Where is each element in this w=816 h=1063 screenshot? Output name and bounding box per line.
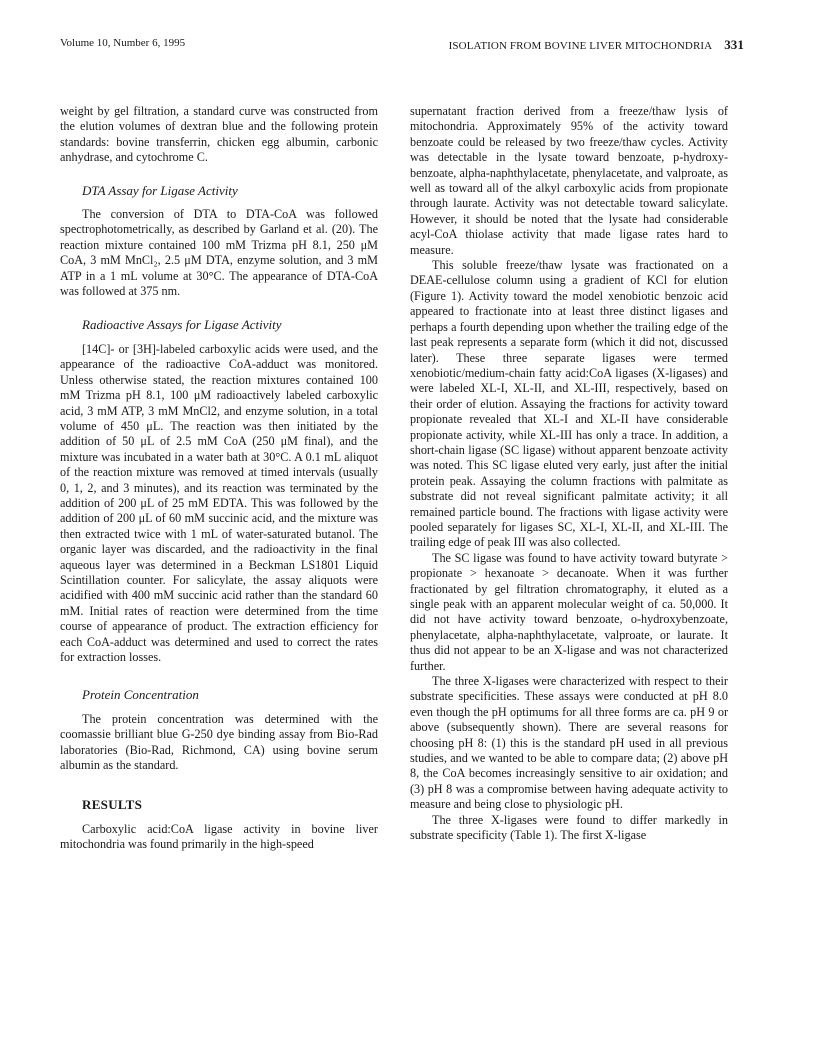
journal-volume: Volume 10, Number 6, 1995: [60, 37, 186, 49]
results-paragraph: Carboxylic acid:CoA ligase activity in bovine liver mitochondria was found primarily in the high-speed: [60, 821, 378, 852]
right-paragraph-4: The three X-ligases were characterized with respect to their substrate specificities. These assays were conducted at pH 8.0 even though the pH optimums for all three forms are ca. pH 9 or above (subsequently shown). There are several reasons for choosing pH 8: (1) this is the standard pH used in all previous studies, and we wanted to be able to compare data; (2) above pH 8, the CoA becomes increasingly sensitive to air oxidation; and (3) pH 8 was a compromise between having adequate activity to measure and being close to physiologic pH.: [410, 674, 728, 812]
right-paragraph-3: The SC ligase was found to have activity toward butyrate > propionate > hexanoate > decanoate. When it was further fractionated by gel filtration chromatography, it eluted as a single peak with an apparent molecular weight of ca. 50,000. It did not have activity toward benzoate, o-hydroxybenzoate, phenylacetate, alpha-naphthylacetate, valproate, or laurate. It thus did not appear to be an X-ligase and was not characterized further.: [410, 550, 728, 673]
radioactive-assay-paragraph: [14C]- or [3H]-labeled carboxylic acids were used, and the appearance of the radioactive CoA-adduct was monitored. Unless otherwise stated, the reaction mixtures contained 100 mM Trizma pH 8.1, 100 μM radioactively labeled carboxylic acid, 3 mM ATP, 3 mM MnCl2, and enzyme solution, in a total volume of 450 μL. The reaction was then initiated by the addition of 50 μL of 2.5 mM CoA (250 μM final), and the mixture was incubated in a water bath at 30°C. A 0.1 mL aliquot of the reaction mixture was removed at timed intervals (usually 0, 1, 2, and 3 minutes), and its reaction was terminated by the addition of 200 μL of 25 mM EDTA. This was followed by the addition of 200 μL of 60 mM succinic acid, and the mixture was then extracted twice with 1 mL of water-saturated butanol. The organic layer was discarded, and the radioactivity in the final aqueous layer was determined in a Beckman LS1801 Liquid Scintillation counter. For salicylate, the assay aliquots were acidified with 400 mM succinic acid rather than the standard 60 mM. Initial rates of reaction were determined from the time course of appearance of product. The extraction efficiency for each CoA-adduct was determined and used to correct the rates for extraction losses.: [60, 341, 378, 664]
protein-concentration-paragraph: The protein concentration was determined with the coomassie brilliant blue G-250 dye binding assay from Bio-Rad laboratories (Bio-Rad, Richmond, CA) using bovine serum albumin as the standard.: [60, 711, 378, 773]
dta-assay-paragraph: The conversion of DTA to DTA-CoA was followed spectrophotometrically, as described by Garland et al. (20). The reaction mixture contained 100 mM Trizma pH 8.1, 250 μM CoA, 3 mM MnCl₂, 2.5 μM DTA, enzyme solution, and 3 mM ATP in a 1 mL volume at 30°C. The appearance of DTA-CoA was followed at 375 nm.: [60, 207, 378, 299]
protein-concentration-heading: Protein Concentration: [82, 687, 199, 703]
continued-paragraph: weight by gel filtration, a standard curve was constructed from the elution volumes of dextran blue and the following protein standards: bovine transferrin, chicken egg albumin, carbonic anhydrase, and cytochrome C.: [60, 104, 378, 165]
results-heading: RESULTS: [82, 797, 143, 813]
right-paragraph-5: The three X-ligases were found to differ markedly in substrate specificity (Table 1). The first X-ligase: [410, 812, 728, 843]
right-paragraph-2: This soluble freeze/thaw lysate was fractionated on a DEAE-cellulose column using a gradient of KCl for elution (Figure 1). Activity toward the model xenobiotic benzoic acid appeared to fractionate into at least three distinct ligases and perhaps a fourth depending upon whether the trailing edge of the last peak represents a separate form (which it did not, discussed later). These three separate ligases were termed xenobiotic/medium-chain fatty acid:CoA ligases (X-ligases) and were labeled XL-I, XL-II, and XL-III, respectively, based on their order of elution. Assaying the fractions for activity toward propionate revealed that XL-I and XL-II have considerable propionate activity, while XL-III has only a trace. In addition, a short-chain ligase (SC ligase) without apparent benzoate activity was noted. This SC ligase eluted very early, just after the initial protein peak. Assaying the column fractions with palmitate as substrate did not reveal significant palmitate activity; it all remained particle bound. The fractions with ligase activity were pooled separately for ligases SC, XL-I, XL-II, and XL-III. The trailing edge of peak III was also collected.: [410, 258, 728, 550]
left-column: [60, 104, 378, 853]
running-head: [449, 37, 744, 53]
page-number: 331: [724, 37, 744, 52]
right-paragraph-1: supernatant fraction derived from a freeze/thaw lysis of mitochondria. Approximately 95% of the activity toward benzoate could be released by two freeze/thaw cycles. Activity was detectable in the lysate toward benzoate, p-hydroxy-benzoate, alpha-naphthylacetate, phenylacetate, and valproate, as well as toward all of the alkyl carboxylic acids from propionate through laurate. Activity was not detectable toward salicylate. However, it should be noted that the lysate had considerable acyl-CoA thiolase activity that made ligase rates hard to measure.: [410, 104, 728, 257]
page-header: [60, 37, 744, 55]
radioactive-assay-heading: Radioactive Assays for Ligase Activity: [82, 317, 282, 333]
dta-assay-heading: DTA Assay for Ligase Activity: [82, 182, 238, 198]
running-title: ISOLATION FROM BOVINE LIVER MITOCHONDRIA: [448, 40, 713, 52]
right-column: [410, 104, 728, 844]
